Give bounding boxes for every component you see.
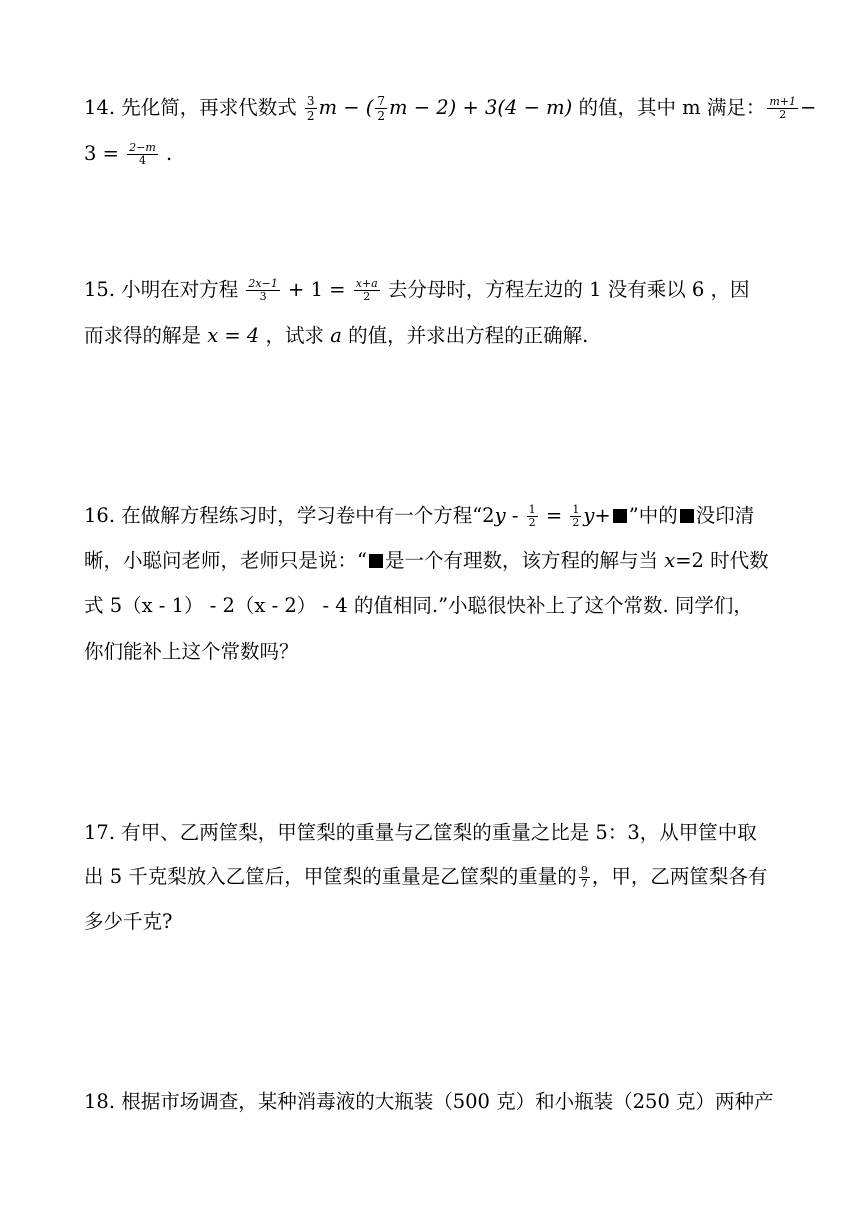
q16-line-2: 晰，小聪问老师，老师只是说：“ 是一个有理数，该方程的解与当 x=2 时代数 (84, 549, 769, 572)
q17-line-3: 多少千克? (84, 910, 173, 933)
fraction: $\frac{1}{2}$ (572, 503, 580, 529)
black-square-icon (369, 554, 383, 568)
black-square-icon (613, 509, 627, 523)
q17-line-2: 出 5 千克梨放入乙筐后，甲筐梨的重量是乙筐梨的重量的 $\frac{9}{7}$ ，甲，乙两筐梨各有 (84, 864, 768, 890)
q16-line-4: 你们能补上这个常数吗？ (84, 640, 299, 663)
fraction: $\frac{x+a}{2}$ (355, 277, 378, 303)
fraction: $\frac{7}{2}$ (377, 94, 386, 123)
fraction: $\frac{2x-1}{3}$ (248, 277, 278, 303)
q14-line-2: 3 = $\frac{2-m}{4}$ . (84, 141, 173, 167)
fraction: $\frac{3}{2}$ (306, 94, 315, 123)
fraction: $\frac{9}{7}$ (580, 864, 588, 890)
q17-line-1: 17. 有甲、乙两筐梨，甲筐梨的重量与乙筐梨的重量之比是 5：3，从甲筐中取 (84, 821, 757, 844)
fraction: $\frac{2-m}{4}$ (129, 141, 156, 167)
black-square-icon (680, 509, 694, 523)
q16-line-3: 式 5（x - 1） - 2（x - 2） - 4 的值相同.”小聪很快补上了这个常数. 同学们， (84, 594, 753, 617)
q15-line-2: 而求得的解是 x = 4 ，试求 a 的值，并求出方程的正确解. (84, 324, 589, 347)
fraction: $\frac{1}{2}$ (528, 503, 536, 529)
q18-line-1: 18. 根据市场调查，某种消毒液的大瓶装（500 克）和小瓶装（250 克）两种产 (84, 1090, 774, 1113)
q16-line-1: 16. 在做解方程练习时，学习卷中有一个方程“2y - $\frac{1}{2}$ = $\frac{1}{2}$ y+ ”中的 没印清 (84, 503, 755, 529)
q15-line-1: 15. 小明在对方程 $\frac{2x-1}{3}$ + 1 = $\frac{x+a}{2}$ 去分母时，方程左边的 1 没有乘以 6 ，因 (84, 277, 750, 303)
fraction: $\frac{m+1}{2}$ (769, 95, 797, 121)
q14-line-1: 14. 先化简，再求代数式 $\frac{3}{2}$ m − ( $\frac{7}{2}$ m − 2) + 3(4 − m) 的值，其中 m 满足： $\frac{m+1}{2}$ − (84, 94, 817, 123)
